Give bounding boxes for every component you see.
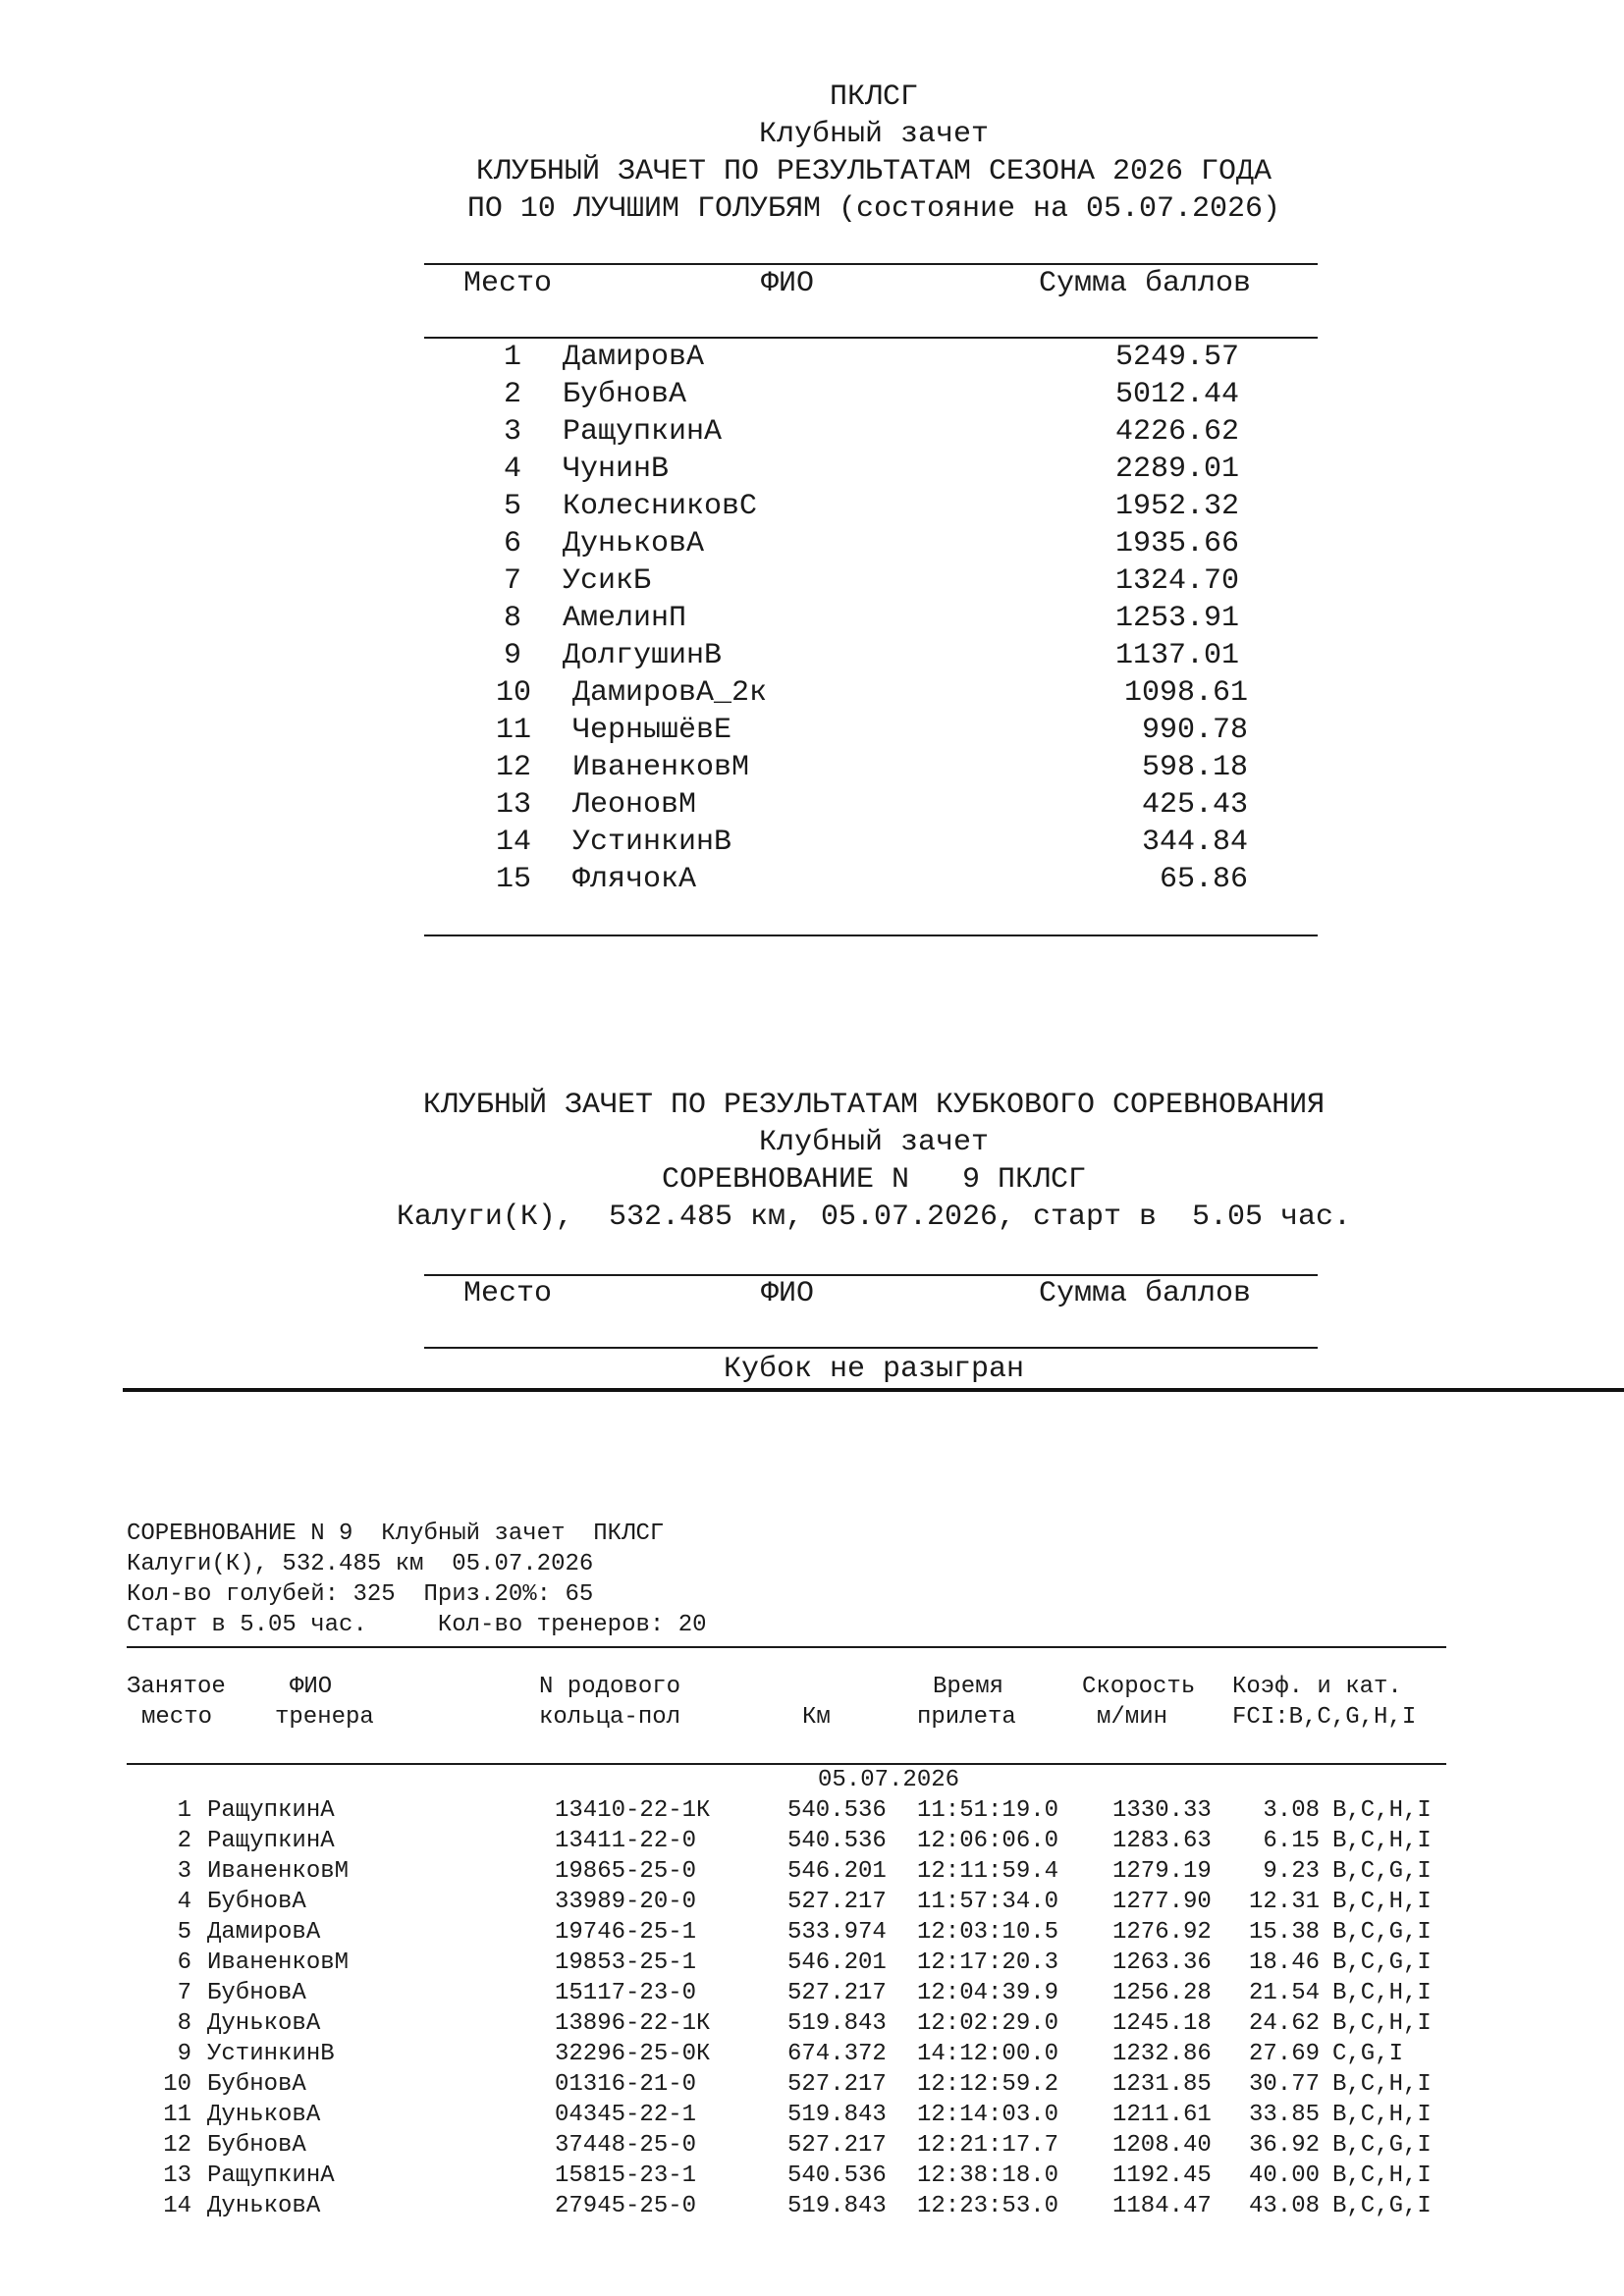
name-cell: ДуньковА <box>207 2102 321 2128</box>
time-cell: 14:12:00.0 <box>917 2041 1059 2067</box>
name-cell: ДамировА_2к <box>572 676 768 710</box>
score-cell: 5249.57 <box>1114 341 1239 374</box>
divider <box>424 1347 1318 1349</box>
coef-cell: 6.15 <box>1263 1828 1320 1854</box>
score-cell: 2289.01 <box>1114 453 1239 486</box>
time-cell: 12:12:59.2 <box>917 2071 1059 2098</box>
km-cell: 546.201 <box>787 1949 887 1976</box>
coef-cell: 21.54 <box>1248 1980 1320 2006</box>
table-row <box>0 824 1624 861</box>
ring-cell: 04345-22-1 <box>555 2102 697 2128</box>
km-cell: 540.536 <box>787 1828 887 1854</box>
col-header-name: тренера <box>275 1704 374 1731</box>
speed-cell: 1192.45 <box>1112 2163 1212 2189</box>
time-cell: 12:04:39.9 <box>917 1980 1059 2006</box>
name-cell: ФлячокА <box>572 863 697 896</box>
name-cell: ДуньковА <box>563 527 705 561</box>
col-header-coef: Коэф. и кат. <box>1232 1674 1402 1700</box>
km-cell: 540.536 <box>787 1797 887 1824</box>
score-cell: 1935.66 <box>1114 527 1239 561</box>
coef-cell: 18.46 <box>1248 1949 1320 1976</box>
place-cell: 2 <box>177 1828 191 1854</box>
col-header-coef: FCI:B,C,G,H,I <box>1232 1704 1417 1731</box>
table-row <box>0 1795 1624 1826</box>
km-cell: 674.372 <box>787 2041 887 2067</box>
place-cell: 6 <box>504 527 522 561</box>
category-cell: B,C,H,I <box>1332 1797 1432 1824</box>
km-cell: 527.217 <box>787 1889 887 1915</box>
report-subtitle: ПО 10 ЛУЧШИМ ГОЛУБЯМ (состояние на 05.07.2026) <box>466 192 1281 226</box>
table-row <box>0 749 1624 786</box>
name-cell: БубновА <box>207 1980 306 2006</box>
table-row <box>0 413 1624 451</box>
table-row <box>0 674 1624 712</box>
table-row <box>0 339 1624 376</box>
speed-cell: 1231.85 <box>1112 2071 1212 2098</box>
table-row <box>0 637 1624 674</box>
category-cell: B,C,H,I <box>1332 2102 1432 2128</box>
section-divider <box>123 1388 1624 1392</box>
col-header-name: ФИО <box>761 1277 815 1310</box>
category-cell: B,C,H,I <box>1332 1980 1432 2006</box>
competition-info: СОРЕВНОВАНИЕ N 9 Клубный зачет ПКЛСГ <box>127 1521 665 1547</box>
place-cell: 8 <box>504 602 522 635</box>
col-header-ring: N родового <box>539 1674 681 1700</box>
place-cell: 12 <box>163 2132 191 2159</box>
cup-status-note: Кубок не разыгран <box>723 1353 1025 1386</box>
table-row <box>0 1948 1624 1978</box>
place-cell: 10 <box>496 676 532 710</box>
speed-cell: 1283.63 <box>1112 1828 1212 1854</box>
col-header-score: Сумма баллов <box>1039 1277 1252 1310</box>
coef-cell: 27.69 <box>1248 2041 1320 2067</box>
km-cell: 527.217 <box>787 2071 887 2098</box>
coef-cell: 3.08 <box>1263 1797 1320 1824</box>
category-cell: B,C,G,I <box>1332 1858 1432 1885</box>
km-cell: 533.974 <box>787 1919 887 1946</box>
place-cell: 3 <box>504 415 522 449</box>
table-row <box>0 451 1624 488</box>
name-cell: ЧернышёвЕ <box>572 714 732 747</box>
ring-cell: 19865-25-0 <box>555 1858 697 1885</box>
col-header-place: место <box>141 1704 213 1731</box>
competition-number: СОРЕВНОВАНИЕ N 9 ПКЛСГ <box>661 1163 1087 1197</box>
time-cell: 12:14:03.0 <box>917 2102 1059 2128</box>
date-row: 05.07.2026 <box>818 1767 960 1793</box>
km-cell: 527.217 <box>787 1980 887 2006</box>
subtitle: Клубный зачет <box>758 118 990 151</box>
speed-cell: 1211.61 <box>1112 2102 1212 2128</box>
speed-cell: 1256.28 <box>1112 1980 1212 2006</box>
km-cell: 540.536 <box>787 2163 887 2189</box>
place-cell: 3 <box>177 1858 191 1885</box>
place-cell: 8 <box>177 2010 191 2037</box>
score-cell: 1253.91 <box>1114 602 1239 635</box>
col-header-time: прилета <box>917 1704 1016 1731</box>
category-cell: B,C,H,I <box>1332 2163 1432 2189</box>
col-header-name: ФИО <box>290 1674 333 1700</box>
km-cell: 519.843 <box>787 2010 887 2037</box>
ring-cell: 01316-21-0 <box>555 2071 697 2098</box>
place-cell: 9 <box>177 2041 191 2067</box>
place-cell: 6 <box>177 1949 191 1976</box>
name-cell: ЛеоновМ <box>572 788 697 822</box>
col-header-place: Место <box>463 267 553 300</box>
birds-count-info: Кол-во голубей: 325 Приз.20%: 65 <box>127 1581 594 1608</box>
place-cell: 13 <box>163 2163 191 2189</box>
table-row <box>0 1856 1624 1887</box>
name-cell: ДамировА <box>207 1919 321 1946</box>
place-cell: 7 <box>177 1980 191 2006</box>
name-cell: ДуньковА <box>207 2010 321 2037</box>
col-header-speed: Скорость <box>1082 1674 1196 1700</box>
score-cell: 4226.62 <box>1114 415 1239 449</box>
place-cell: 9 <box>504 639 522 672</box>
coef-cell: 43.08 <box>1248 2193 1320 2219</box>
place-cell: 1 <box>177 1797 191 1824</box>
ring-cell: 33989-20-0 <box>555 1889 697 1915</box>
category-cell: B,C,G,I <box>1332 1949 1432 1976</box>
col-header-place: Место <box>463 1277 553 1310</box>
coef-cell: 24.62 <box>1248 2010 1320 2037</box>
col-header-km: Км <box>802 1704 831 1731</box>
org-title: ПКЛСГ <box>829 80 918 114</box>
table-row <box>0 2130 1624 2161</box>
category-cell: B,C,G,I <box>1332 2193 1432 2219</box>
speed-cell: 1184.47 <box>1112 2193 1212 2219</box>
coef-cell: 33.85 <box>1248 2102 1320 2128</box>
name-cell: ДамировА <box>563 341 705 374</box>
divider <box>127 1763 1446 1765</box>
ring-cell: 13410-22-1К <box>555 1797 711 1824</box>
score-cell: 65.86 <box>1159 863 1248 896</box>
col-header-speed: м/мин <box>1097 1704 1168 1731</box>
table-row <box>0 562 1624 600</box>
coef-cell: 15.38 <box>1248 1919 1320 1946</box>
ring-cell: 13411-22-0 <box>555 1828 697 1854</box>
name-cell: УстинкинВ <box>207 2041 335 2067</box>
name-cell: КолесниковС <box>563 490 758 523</box>
name-cell: ИваненковМ <box>572 751 750 784</box>
score-cell: 1952.32 <box>1114 490 1239 523</box>
name-cell: РащупкинА <box>207 1797 335 1824</box>
place-cell: 7 <box>504 564 522 598</box>
report-title: КЛУБНЫЙ ЗАЧЕТ ПО РЕЗУЛЬТАТАМ СЕЗОНА 2026 ГОДА <box>475 155 1272 188</box>
ring-cell: 19746-25-1 <box>555 1919 697 1946</box>
table-row <box>0 2191 1624 2221</box>
name-cell: БубновА <box>207 2132 306 2159</box>
ring-cell: 32296-25-0К <box>555 2041 711 2067</box>
speed-cell: 1330.33 <box>1112 1797 1212 1824</box>
time-cell: 12:17:20.3 <box>917 1949 1059 1976</box>
place-cell: 4 <box>177 1889 191 1915</box>
category-cell: B,C,H,I <box>1332 1889 1432 1915</box>
name-cell: БубновА <box>563 378 687 411</box>
km-cell: 519.843 <box>787 2102 887 2128</box>
col-header-time: Время <box>933 1674 1004 1700</box>
speed-cell: 1245.18 <box>1112 2010 1212 2037</box>
score-cell: 1098.61 <box>1123 676 1248 710</box>
table-row <box>0 2039 1624 2069</box>
ring-cell: 15117-23-0 <box>555 1980 697 2006</box>
category-cell: B,C,H,I <box>1332 2071 1432 2098</box>
ring-cell: 15815-23-1 <box>555 2163 697 2189</box>
km-cell: 527.217 <box>787 2132 887 2159</box>
place-cell: 11 <box>163 2102 191 2128</box>
time-cell: 12:38:18.0 <box>917 2163 1059 2189</box>
name-cell: УстинкинВ <box>572 826 732 859</box>
place-cell: 12 <box>496 751 532 784</box>
time-cell: 12:21:17.7 <box>917 2132 1059 2159</box>
name-cell: ДуньковА <box>207 2193 321 2219</box>
name-cell: УсикБ <box>563 564 652 598</box>
name-cell: РащупкинА <box>563 415 723 449</box>
name-cell: БубновА <box>207 2071 306 2098</box>
score-cell: 1137.01 <box>1114 639 1239 672</box>
name-cell: РащупкинА <box>207 2163 335 2189</box>
score-cell: 344.84 <box>1141 826 1248 859</box>
name-cell: АмелинП <box>563 602 687 635</box>
time-cell: 12:02:29.0 <box>917 2010 1059 2037</box>
table-row <box>0 2161 1624 2191</box>
ring-cell: 37448-25-0 <box>555 2132 697 2159</box>
category-cell: B,C,G,I <box>1332 1919 1432 1946</box>
table-row <box>0 1978 1624 2008</box>
time-cell: 11:51:19.0 <box>917 1797 1059 1824</box>
place-cell: 14 <box>496 826 532 859</box>
km-cell: 546.201 <box>787 1858 887 1885</box>
place-cell: 4 <box>504 453 522 486</box>
competition-details: Калуги(К), 532.485 км, 05.07.2026, старт в 5.05 час. <box>396 1201 1352 1234</box>
place-cell: 5 <box>177 1919 191 1946</box>
col-header-score: Сумма баллов <box>1039 267 1252 300</box>
score-cell: 990.78 <box>1141 714 1248 747</box>
name-cell: РащупкинА <box>207 1828 335 1854</box>
category-cell: B,C,H,I <box>1332 2010 1432 2037</box>
time-cell: 12:11:59.4 <box>917 1858 1059 1885</box>
table-row <box>0 488 1624 525</box>
category-cell: B,C,H,I <box>1332 1828 1432 1854</box>
speed-cell: 1232.86 <box>1112 2041 1212 2067</box>
place-cell: 5 <box>504 490 522 523</box>
place-cell: 1 <box>504 341 522 374</box>
time-cell: 12:23:53.0 <box>917 2193 1059 2219</box>
category-cell: B,C,G,I <box>1332 2132 1432 2159</box>
ring-cell: 27945-25-0 <box>555 2193 697 2219</box>
name-cell: ЧунинВ <box>563 453 670 486</box>
table-row <box>0 1826 1624 1856</box>
score-cell: 1324.70 <box>1114 564 1239 598</box>
col-header-ring: кольца-пол <box>539 1704 681 1731</box>
time-cell: 11:57:34.0 <box>917 1889 1059 1915</box>
table-row <box>0 525 1624 562</box>
speed-cell: 1263.36 <box>1112 1949 1212 1976</box>
divider <box>424 934 1318 936</box>
place-cell: 11 <box>496 714 532 747</box>
table-row <box>0 2008 1624 2039</box>
col-header-name: ФИО <box>761 267 815 300</box>
coef-cell: 12.31 <box>1248 1889 1320 1915</box>
name-cell: БубновА <box>207 1889 306 1915</box>
divider <box>127 1646 1446 1648</box>
ring-cell: 19853-25-1 <box>555 1949 697 1976</box>
table-row <box>0 1887 1624 1917</box>
speed-cell: 1208.40 <box>1112 2132 1212 2159</box>
place-cell: 15 <box>496 863 532 896</box>
speed-cell: 1279.19 <box>1112 1858 1212 1885</box>
table-row <box>0 861 1624 898</box>
cup-title: КЛУБНЫЙ ЗАЧЕТ ПО РЕЗУЛЬТАТАМ КУБКОВОГО СОРЕВНОВАНИЯ <box>422 1089 1326 1122</box>
place-cell: 13 <box>496 788 532 822</box>
km-cell: 519.843 <box>787 2193 887 2219</box>
speed-cell: 1277.90 <box>1112 1889 1212 1915</box>
cup-subtitle: Клубный зачет <box>758 1126 990 1159</box>
name-cell: ИваненковМ <box>207 1949 350 1976</box>
table-row <box>0 2100 1624 2130</box>
place-cell: 2 <box>504 378 522 411</box>
score-cell: 425.43 <box>1141 788 1248 822</box>
name-cell: ДолгушинВ <box>563 639 723 672</box>
score-cell: 5012.44 <box>1114 378 1239 411</box>
table-row <box>0 786 1624 824</box>
score-cell: 598.18 <box>1141 751 1248 784</box>
col-header-place: Занятое <box>127 1674 226 1700</box>
time-cell: 12:03:10.5 <box>917 1919 1059 1946</box>
table-row <box>0 712 1624 749</box>
place-cell: 14 <box>163 2193 191 2219</box>
table-row <box>0 2069 1624 2100</box>
table-row <box>0 600 1624 637</box>
time-cell: 12:06:06.0 <box>917 1828 1059 1854</box>
coef-cell: 40.00 <box>1248 2163 1320 2189</box>
ring-cell: 13896-22-1К <box>555 2010 711 2037</box>
coef-cell: 30.77 <box>1248 2071 1320 2098</box>
speed-cell: 1276.92 <box>1112 1919 1212 1946</box>
category-cell: C,G,I <box>1332 2041 1404 2067</box>
place-cell: 10 <box>163 2071 191 2098</box>
coef-cell: 9.23 <box>1263 1858 1320 1885</box>
table-row <box>0 376 1624 413</box>
release-info: Калуги(К), 532.485 км 05.07.2026 <box>127 1551 594 1577</box>
coef-cell: 36.92 <box>1248 2132 1320 2159</box>
table-row <box>0 1917 1624 1948</box>
name-cell: ИваненковМ <box>207 1858 350 1885</box>
start-info: Старт в 5.05 час. Кол-во тренеров: 20 <box>127 1612 707 1638</box>
